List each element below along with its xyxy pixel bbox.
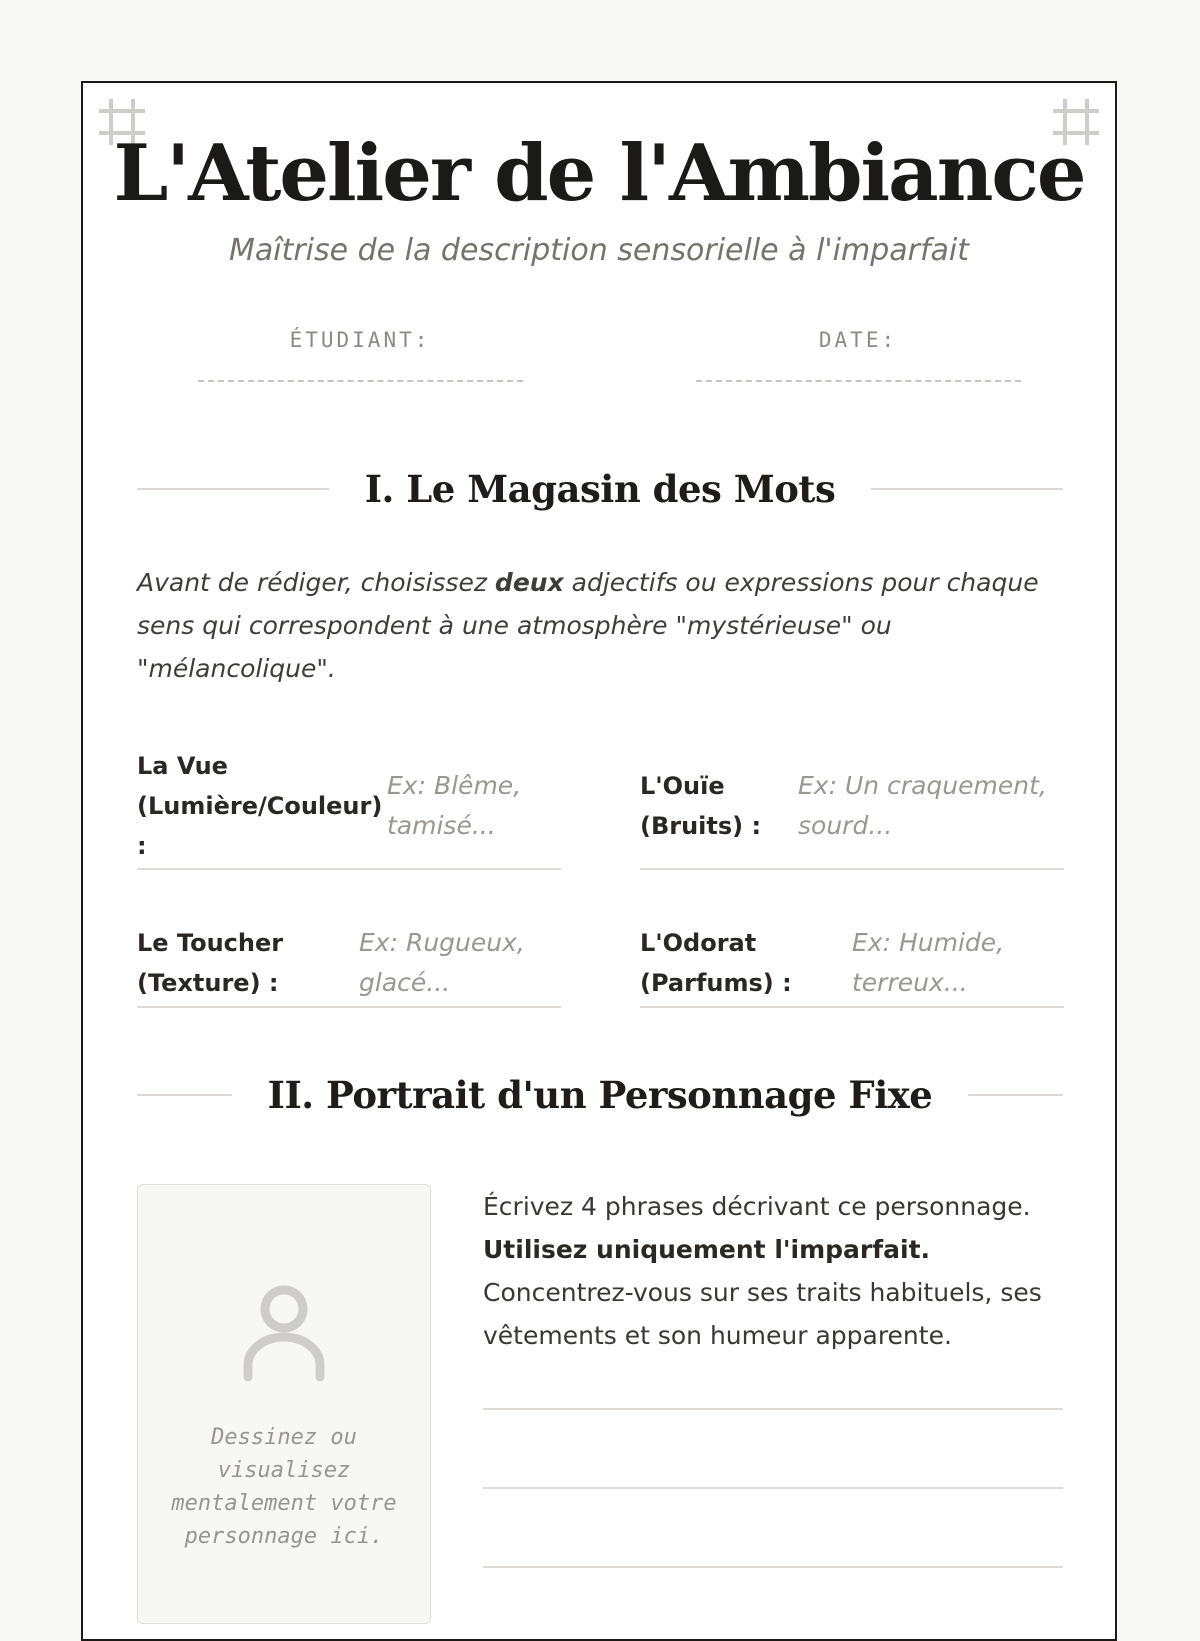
sense-label: Le Toucher (Texture) : bbox=[137, 929, 284, 997]
section-1-title: I. Le Magasin des Mots bbox=[364, 467, 836, 511]
writing-line[interactable] bbox=[483, 1408, 1063, 1410]
portrait-hint: Dessinez ou visualisez mentalement votre personnage ici. bbox=[171, 1425, 397, 1549]
worksheet bbox=[81, 81, 1117, 1641]
student-label: ÉTUDIANT: bbox=[289, 328, 431, 352]
student-blank-line[interactable] bbox=[198, 380, 523, 382]
intro-emphasis: deux bbox=[494, 568, 564, 597]
student-field[interactable] bbox=[195, 328, 525, 382]
sense-label: L'Ouïe (Bruits) : bbox=[640, 771, 762, 840]
sense-label: L'Odorat (Parfums) : bbox=[640, 929, 792, 997]
sense-label: La Vue (Lumière/Couleur) : bbox=[137, 751, 383, 860]
divider bbox=[137, 1094, 232, 1096]
section-1-instructions bbox=[137, 561, 1057, 690]
sense-field-touch[interactable] bbox=[137, 920, 561, 1008]
sense-placeholder[interactable]: Ex: Blême, tamisé... bbox=[387, 770, 522, 840]
sense-field-sight[interactable] bbox=[137, 743, 561, 870]
sense-placeholder[interactable]: Ex: Un craquement, sourd... bbox=[798, 770, 1047, 840]
divider bbox=[137, 488, 329, 490]
person-icon bbox=[242, 1285, 326, 1381]
intro-text: adjectifs ou expressions pour chaque sens qui correspondent à une atmosphère "mystérieuse" ou "mélancolique". bbox=[137, 568, 1039, 683]
date-field[interactable] bbox=[693, 328, 1023, 382]
date-label: DATE: bbox=[818, 328, 898, 352]
intro-text: Avant de rédiger, choisissez bbox=[137, 568, 495, 597]
portrait-drawing-area[interactable] bbox=[137, 1184, 431, 1624]
page-subtitle: Maîtrise de la description sensorielle à l'imparfait bbox=[228, 233, 970, 268]
section-2-header bbox=[137, 1073, 1063, 1117]
section-2-title: II. Portrait d'un Personnage Fixe bbox=[267, 1073, 933, 1117]
section-1-header bbox=[137, 467, 1063, 511]
divider bbox=[968, 1094, 1063, 1096]
writing-line[interactable] bbox=[483, 1487, 1063, 1489]
sense-field-hearing[interactable] bbox=[640, 743, 1064, 870]
divider bbox=[871, 488, 1063, 490]
sense-placeholder[interactable]: Ex: Humide, terreux... bbox=[852, 928, 1005, 997]
sense-field-smell[interactable] bbox=[640, 920, 1064, 1008]
date-blank-line[interactable] bbox=[696, 380, 1021, 382]
instruction-text: Concentrez-vous sur ses traits habituels, ses vêtements et son humeur apparente. bbox=[483, 1278, 1042, 1350]
instruction-emphasis: Utilisez uniquement l'imparfait. bbox=[483, 1235, 931, 1264]
section-2-instructions bbox=[483, 1185, 1068, 1357]
page-title: L'Atelier de l'Ambiance bbox=[113, 128, 1085, 219]
writing-line[interactable] bbox=[483, 1566, 1063, 1568]
instruction-text: Écrivez 4 phrases décrivant ce personnage. bbox=[483, 1192, 1031, 1221]
sense-placeholder[interactable]: Ex: Rugueux, glacé... bbox=[359, 928, 525, 997]
